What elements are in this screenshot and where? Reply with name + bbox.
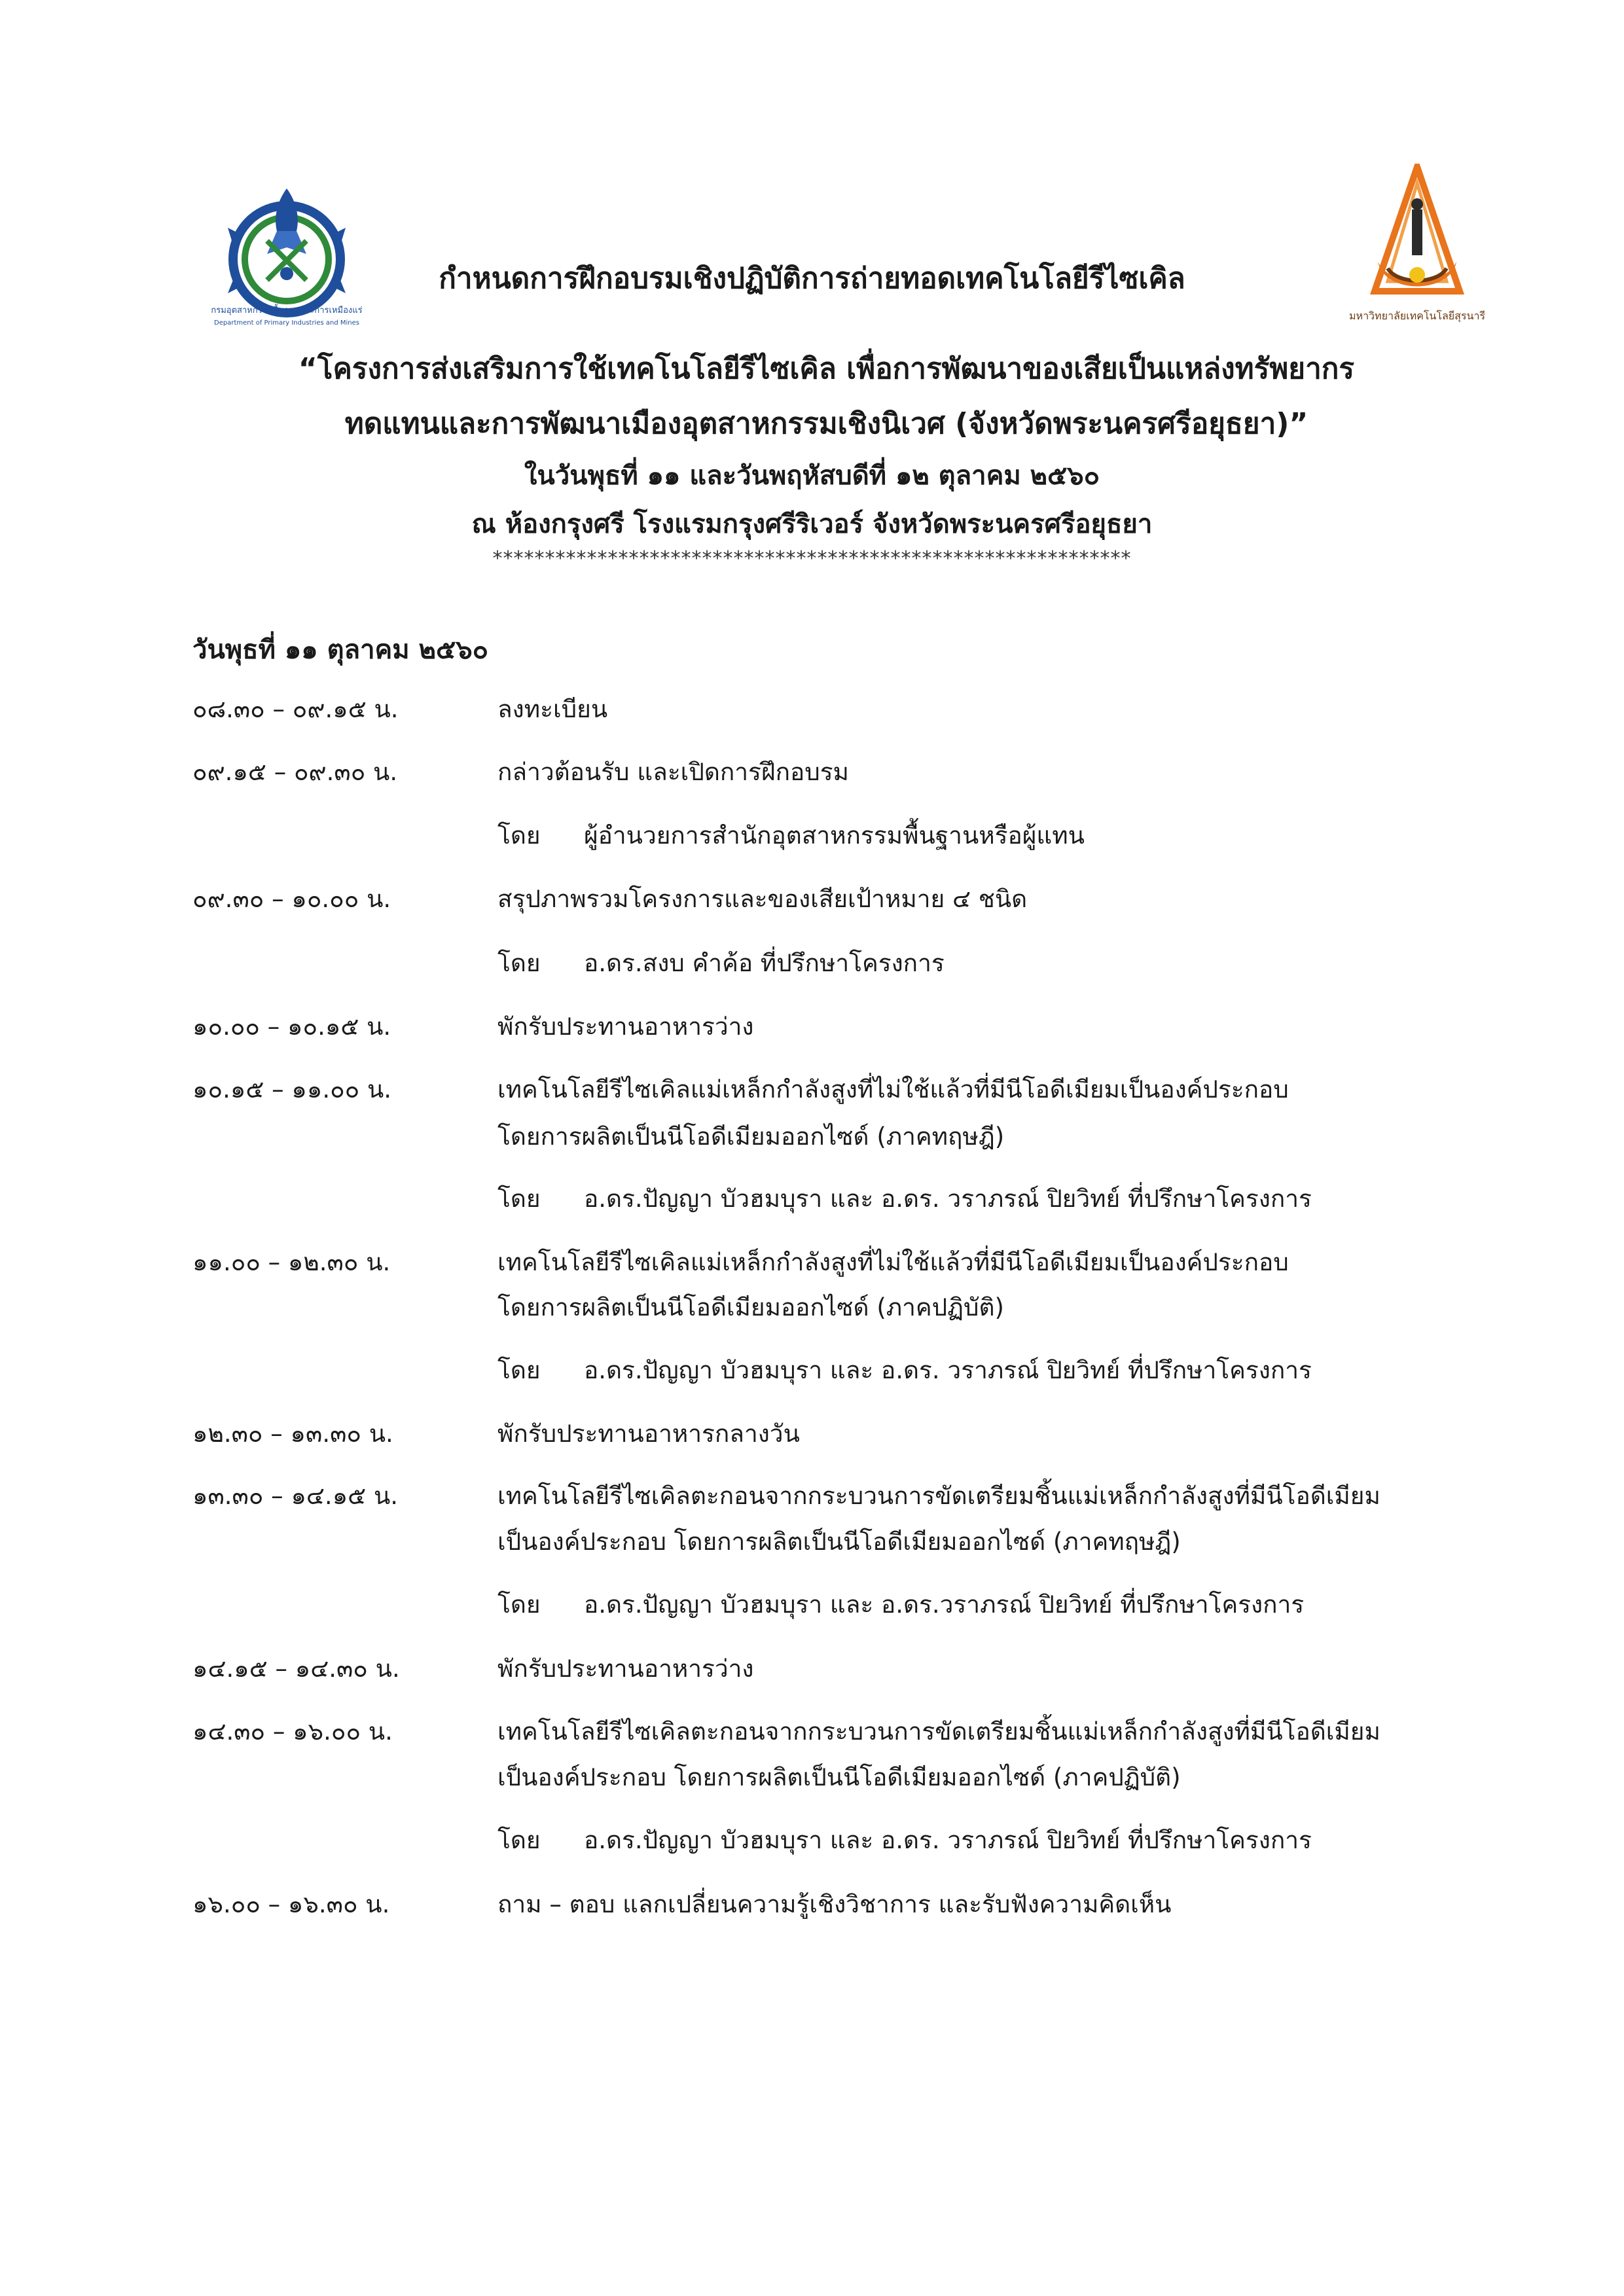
schedule-description: ถาม – ตอบ แลกเปลี่ยนความรู้เชิงวิชาการ และรับฟังความคิดเห็น — [497, 1890, 1172, 1918]
schedule-description: เทคโนโลยีรีไซเคิลตะกอนจากกระบวนการขัดเตรียมชิ้นแม่เหล็กกำลังสูงที่มีนีโอดีเมียม — [497, 1482, 1380, 1510]
event-venue: ณ ห้องกรุงศรี โรงแรมกรุงศรีริเวอร์ จังหวัดพระนครศรีอยุธยา — [471, 509, 1153, 539]
schedule-description: พักรับประทานอาหารว่าง — [497, 1655, 754, 1683]
document-title: กำหนดการฝึกอบรมเชิงปฏิบัติการถ่ายทอดเทคโนโลยีรีไซเคิล — [439, 262, 1185, 295]
dpim-logo-caption: กรมอุตสาหกรรมพื้นฐานและการเหมืองแร่ — [211, 306, 363, 315]
speaker-name: ผู้อำนวยการสำนักอุตสาหกรรมพื้นฐานหรือผู้แทน — [584, 821, 1085, 850]
schedule-description-cont: โดยการผลิตเป็นนีโอดีเมียมออกไซด์ (ภาคทฤษฎี) — [497, 1122, 1005, 1151]
schedule-time: ๐๙.๑๕ – ๐๙.๓๐ น. — [192, 758, 398, 786]
schedule-description: เทคโนโลยีรีไซเคิลแม่เหล็กกำลังสูงที่ไม่ใช้แล้วที่มีนีโอดีเมียมเป็นองค์ประกอบ — [497, 1075, 1289, 1103]
speaker-label: โดย — [497, 821, 541, 850]
schedule-time: ๑๓.๓๐ – ๑๔.๑๕ น. — [192, 1482, 398, 1510]
speaker-name: อ.ดร.สงบ คำค้อ ที่ปรึกษาโครงการ — [584, 949, 945, 977]
schedule-time: ๑๖.๐๐ – ๑๖.๓๐ น. — [192, 1890, 390, 1918]
speaker-name: อ.ดร.ปัญญา บัวฮมบุรา และ อ.ดร. วราภรณ์ ปิยวิทย์ ที่ปรึกษาโครงการ — [584, 1185, 1312, 1213]
schedule-time: ๑๐.๑๕ – ๑๑.๐๐ น. — [192, 1075, 392, 1103]
schedule-time: ๑๔.๑๕ – ๑๔.๓๐ น. — [192, 1655, 400, 1683]
schedule-description: ลงทะเบียน — [497, 695, 608, 723]
speaker-name: อ.ดร.ปัญญา บัวฮมบุรา และ อ.ดร. วราภรณ์ ปิยวิทย์ ที่ปรึกษาโครงการ — [584, 1826, 1312, 1854]
schedule-description: กล่าวต้อนรับ และเปิดการฝึกอบรม — [497, 758, 849, 786]
speaker-name: อ.ดร.ปัญญา บัวฮมบุรา และ อ.ดร.วราภรณ์ ปิยวิทย์ ที่ปรึกษาโครงการ — [584, 1590, 1305, 1619]
speaker-label: โดย — [497, 1185, 541, 1213]
schedule-description-cont: เป็นองค์ประกอบ โดยการผลิตเป็นนีโอดีเมียมออกไซด์ (ภาคปฏิบัติ) — [497, 1763, 1181, 1791]
schedule-description-cont: เป็นองค์ประกอบ โดยการผลิตเป็นนีโอดีเมียมออกไซด์ (ภาคทฤษฎี) — [497, 1528, 1181, 1556]
project-title-line-1: “โครงการส่งเสริมการใช้เทคโนโลยีรีไซเคิล เพื่อการพัฒนาของเสียเป็นแหล่งทรัพยากร — [298, 352, 1355, 386]
speaker-name: อ.ดร.ปัญญา บัวฮมบุรา และ อ.ดร. วราภรณ์ ปิยวิทย์ ที่ปรึกษาโครงการ — [584, 1356, 1312, 1384]
schedule-description: เทคโนโลยีรีไซเคิลแม่เหล็กกำลังสูงที่ไม่ใช้แล้วที่มีนีโอดีเมียมเป็นองค์ประกอบ — [497, 1248, 1289, 1276]
schedule-description-cont: โดยการผลิตเป็นนีโอดีเมียมออกไซด์ (ภาคปฏิบัติ) — [497, 1293, 1004, 1321]
schedule-time: ๐๘.๓๐ – ๐๙.๑๕ น. — [192, 695, 399, 723]
sut-logo-caption: มหาวิทยาลัยเทคโนโลยีสุรนารี — [1348, 310, 1486, 322]
dpim-logo-subcaption: Department of Primary Industries and Mines — [214, 319, 359, 327]
schedule-description: พักรับประทานอาหารกลางวัน — [497, 1420, 800, 1448]
event-date: ในวันพุธที่ ๑๑ และวันพฤหัสบดีที่ ๑๒ ตุลาคม ๒๕๖๐ — [524, 461, 1100, 491]
day-heading: วันพุธที่ ๑๑ ตุลาคม ๒๕๖๐ — [192, 635, 489, 665]
schedule-description: เทคโนโลยีรีไซเคิลตะกอนจากกระบวนการขัดเตรียมชิ้นแม่เหล็กกำลังสูงที่มีนีโอดีเมียม — [497, 1717, 1380, 1746]
sut-logo — [1339, 164, 1496, 331]
schedule-description: พักรับประทานอาหารว่าง — [497, 1013, 754, 1041]
schedule-time: ๑๐.๐๐ – ๑๐.๑๕ น. — [192, 1013, 391, 1041]
speaker-label: โดย — [497, 949, 541, 977]
speaker-label: โดย — [497, 1826, 541, 1854]
speaker-label: โดย — [497, 1590, 541, 1619]
schedule-time: ๑๒.๓๐ – ๑๓.๓๐ น. — [192, 1420, 393, 1448]
speaker-label: โดย — [497, 1356, 541, 1384]
schedule-description: สรุปภาพรวมโครงการและของเสียเป้าหมาย ๔ ชนิด — [497, 885, 1028, 913]
schedule-time: ๑๑.๐๐ – ๑๒.๓๐ น. — [192, 1248, 391, 1276]
project-title-line-2: ทดแทนและการพัฒนาเมืองอุตสาหกรรมเชิงนิเวศ (จังหวัดพระนครศรีอยุธยา)” — [344, 407, 1308, 440]
schedule-time: ๑๔.๓๐ – ๑๖.๐๐ น. — [192, 1717, 393, 1746]
schedule-time: ๐๙.๓๐ – ๑๐.๐๐ น. — [192, 885, 391, 913]
separator-line: ************************************************************* — [492, 547, 1132, 570]
